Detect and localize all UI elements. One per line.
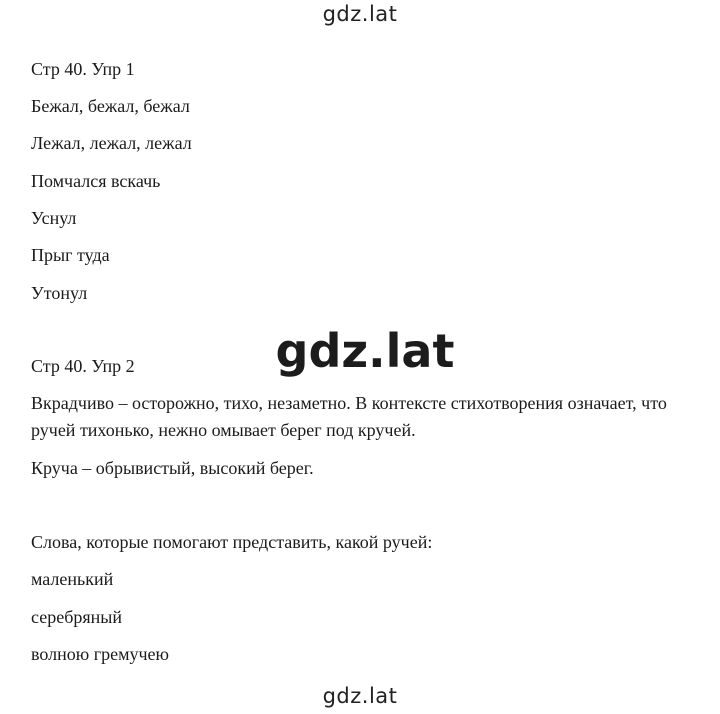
word-3: волною гремучею [31,644,169,664]
exercise-2-heading: Стр 40. Упр 2 [31,356,135,376]
definition-vkradchivo: Вкрадчиво – осторожно, тихо, незаметно. В контексте стихотворения означает, что ручей тихонько, нежно омывает берег под кручей. [31,393,667,440]
word-2: серебряный [31,607,122,627]
watermark-top: gdz.lat [322,2,398,26]
exercise-1-line-1: Бежал, бежал, бежал [31,96,190,116]
word-1: маленький [31,569,114,589]
exercise-1-heading: Стр 40. Упр 1 [31,59,135,79]
watermark-bottom: gdz.lat [322,684,398,708]
exercise-1-line-6: Утонул [31,283,88,303]
exercise-1-line-2: Лежал, лежал, лежал [31,133,192,153]
definition-krucha: Круча – обрывистый, высокий берег. [31,458,314,478]
exercise-1-line-5: Прыг туда [31,245,110,265]
watermark-middle: gdz.lat [275,324,455,378]
words-intro: Слова, которые помогают представить, какой ручей: [31,532,433,552]
exercise-1-line-3: Помчался вскачь [31,171,161,191]
exercise-1-line-4: Уснул [31,208,77,228]
